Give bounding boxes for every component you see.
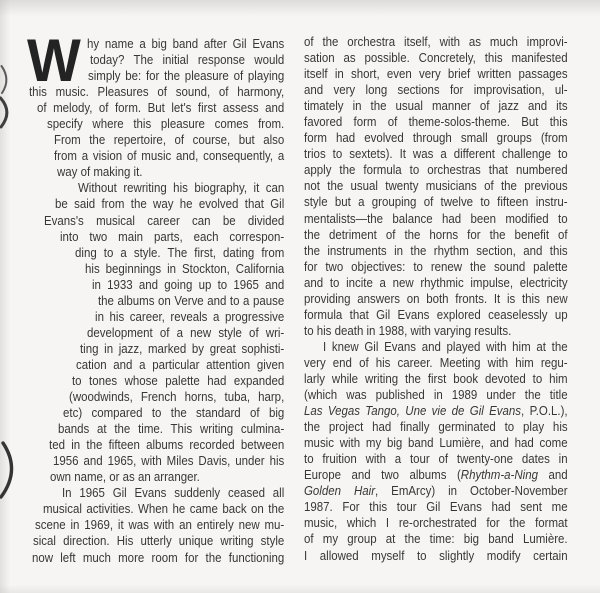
text-line: 1956 and 1965, with Miles Davis, under his <box>53 453 285 469</box>
text-line: In 1965 Gil Evans suddenly ceased all <box>61 485 285 501</box>
text-line: not the usual twenty musicians of the previous <box>304 178 568 194</box>
text-line: music with my big band Lumière, and had come <box>304 435 568 451</box>
text-line: Without rewriting his biography, it can <box>77 180 285 196</box>
text-line: form had evolved through small groups (from <box>304 130 568 146</box>
text-line: timately in the usual manner of jazz and its <box>304 98 568 114</box>
text-line: the instruments in the rhythm section, and this <box>304 242 568 258</box>
text-line: this music. Pleasures of sound, of harmony, <box>28 84 285 100</box>
text-line <box>304 483 568 499</box>
text-line: today? The initial response would <box>89 52 285 68</box>
italic-title-text: Las Vegas Tango, Une vie de Gil Evans <box>304 403 522 419</box>
text-line: I allowed myself to slightly modify certain <box>304 547 568 563</box>
text-line: mentalists—the balance had been modified to <box>304 210 568 226</box>
text-line: 1987. For this tour Gil Evans had sent me <box>304 499 568 515</box>
text-line: way of making it. <box>57 164 143 180</box>
text-line: the detriment of the horns for the benefit of <box>304 226 568 242</box>
dropcap: W <box>27 27 80 94</box>
text-line: and to incite a new rhythmic impulse, electricity <box>304 274 568 290</box>
text-segment: Europe and two albums ( <box>304 467 461 483</box>
text-line: (woodwinds, French horns, tuba, harp, <box>69 389 285 405</box>
page-edge-shading-bottom <box>0 585 600 593</box>
text-line: of my group at the time: big band Lumière. <box>304 531 568 547</box>
text-line: favored form of theme-solos-theme. But this <box>304 114 568 130</box>
text-line: trios to sextets). It was a different challenge to <box>304 146 568 162</box>
text-line: ting in jazz, marked by great sophisti- <box>79 340 285 356</box>
text-line: sation as possible. Concretely, this manifested <box>304 50 568 66</box>
page-edge-shading-left <box>0 0 10 593</box>
text-line: of melody, of form. But let's first assess and <box>37 100 285 116</box>
italic-title-text: Rhythm-a-Ning <box>460 467 538 483</box>
text-line: the project had finally germinated to play his <box>304 419 568 435</box>
italic-title-text: Golden Hair <box>304 483 376 499</box>
text-line: formula that Gil Evans explored ceaselessly up <box>304 306 568 322</box>
text-line: from a vision of music and, consequently, a <box>53 148 285 164</box>
text-line: style but a grouping of twelve to fifteen instru- <box>304 194 568 210</box>
text-line: to tones whose palette had expanded <box>71 372 285 388</box>
text-line: From the repertoire, of course, but also <box>53 132 285 148</box>
text-line: music, which I re-orchestrated for the format <box>304 515 568 531</box>
text-line: ted in the fifteen albums recorded between <box>49 437 285 453</box>
text-segment: , P.O.L.), <box>521 403 568 419</box>
text-line: of the orchestra itself, with as much improvi- <box>304 34 568 49</box>
text-line: in 1933 and going up to 1965 and <box>91 276 285 292</box>
bracket-fragment-icon <box>1 443 12 497</box>
right-column <box>304 34 568 564</box>
text-line: hy name a big band after Gil Evans <box>87 36 285 51</box>
text-line: in his career, reveals a progressive <box>95 308 285 324</box>
text-line: own name, or as an arranger. <box>49 469 200 485</box>
left-column <box>25 27 285 566</box>
text-line: itself in short, even very brief written passages <box>304 66 568 82</box>
text-line: be said from the way he evolved that Gil <box>55 196 285 212</box>
text-line <box>304 467 568 483</box>
text-line: simply be: for the pleasure of playing <box>87 68 285 84</box>
text-line: apply the formula to orchestras that numbered <box>304 162 568 178</box>
text-line: sical direction. His utterly unique writing style <box>32 533 285 549</box>
text-line: specify where this pleasure comes from. <box>47 116 285 132</box>
text-line: into two main parts, each correspon- <box>59 228 285 244</box>
text-segment: , EmArcy) in October-November <box>375 483 568 499</box>
text-line: to fruition with a tour of twenty-one dates in <box>304 451 568 467</box>
bracket-fragment-icon <box>1 98 7 127</box>
text-line: Evans's musical career can be divided <box>43 212 285 228</box>
text-line: I knew Gil Evans and played with him at the <box>322 338 568 354</box>
text-line: and very long sections for improvisation, ul- <box>304 82 568 98</box>
text-line: his beginnings in Stockton, California <box>85 260 285 276</box>
text-segment: and <box>537 467 568 483</box>
text-line: larly while writing the first book devoted to him <box>304 370 568 386</box>
text-line: for two objectives: to renew the sound palette <box>304 258 568 274</box>
text-line: bands at the time. This writing culmina- <box>57 421 285 437</box>
text-line <box>304 403 568 419</box>
text-line: the albums on Verve and to a pause <box>97 292 285 308</box>
text-line: to his death in 1988, with varying results. <box>304 322 512 338</box>
text-line: musical activities. When he came back on the <box>42 501 285 517</box>
text-line: very end of his career. Meeting with him regu- <box>304 354 568 370</box>
text-line: now left much more room for the functioning <box>31 549 285 565</box>
page-edge-shading-top <box>0 0 600 16</box>
text-line: etc) compared to the standard of big <box>63 405 285 421</box>
text-line: cation and a particular attention given <box>75 356 285 372</box>
text-line: development of a new style of wri- <box>87 324 285 340</box>
text-line: (which was published in 1989 under the title <box>304 387 568 403</box>
text-line: providing answers on both fronts. It is this new <box>304 290 568 306</box>
text-line: scene in 1969, it was with an entirely new mu- <box>35 517 285 533</box>
bracket-fragment-icon <box>2 66 7 93</box>
text-line: ding to a style. The first, dating from <box>75 244 285 260</box>
